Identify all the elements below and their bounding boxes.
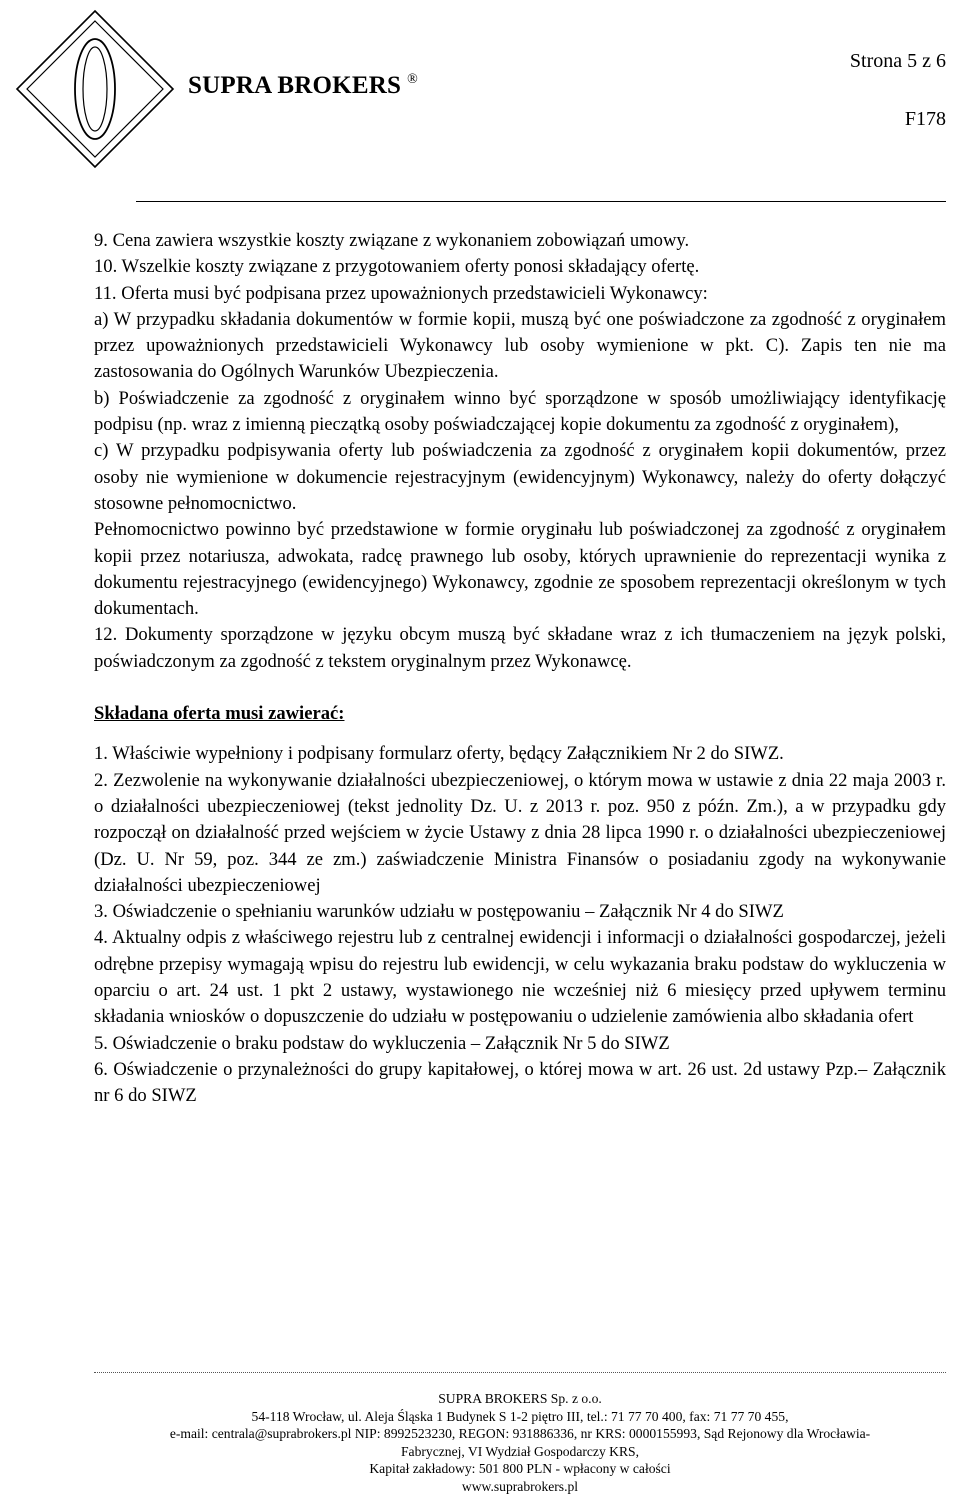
header-divider bbox=[136, 201, 946, 202]
paragraph-11a: a) W przypadku składania dokumentów w formie kopii, muszą być one poświadczone za zgodność z oryginałem przez upoważnionych przedstawicieli Wykonawcy lub osoby wymienione w pkt. C). Zapis ten nie ma zastosowania do Ogólnych Warunków Ubezpieczenia. bbox=[94, 308, 946, 383]
list-item: 4. Aktualny odpis z właściwego rejestru lub z centralnej ewidencji i informacji o działalności gospodarczej, jeżeli odrębne przepisy wymagają wpisu do rejestru lub ewidencji, w celu wykazania braku podstaw do wykluczenia w oparciu o art. 24 ust. 1 pkt 2 ustawy, wystawionego nie wcześniej niż 6 miesięcy przed upływem terminu składania wniosków o dopuszczenie do udziału w postępowaniu o udzielenie zamówienia albo składania ofert bbox=[94, 927, 946, 1028]
footer-registration: e-mail: centrala@suprabrokers.pl NIP: 8992523230, REGON: 931886336, nr KRS: 0000155993, Sąd Rejonowy dla Wrocławia- bbox=[169, 1426, 871, 1442]
list-item: 3. Oświadczenie o spełnianiu warunków udziału w postępowaniu – Załącznik Nr 4 do SIWZ bbox=[94, 901, 784, 923]
footer-website: www.suprabrokers.pl bbox=[461, 1478, 579, 1494]
paragraph-11: 11. Oferta musi być podpisana przez upoważnionych przedstawicieli Wykonawcy: bbox=[94, 282, 708, 304]
list-item: 6. Oświadczenie o przynależności do grupy kapitałowej, o której mowa w art. 26 ust. 2d ustawy Pzp.– Załącznik nr 6 do SIWZ bbox=[94, 1058, 946, 1107]
footer-address: 54-118 Wrocław, ul. Aleja Śląska 1 Budynek S 1-2 piętro III, tel.: 71 77 70 400, fax: 71 77 70 455, bbox=[251, 1408, 789, 1424]
footer-company: SUPRA BROKERS Sp. z o.o. bbox=[438, 1391, 602, 1406]
list-item: 2. Zezwolenie na wykonywanie działalności ubezpieczeniowej, o którym mowa w ustawie z dnia 22 maja 2003 r. o działalności ubezpieczeniowej (tekst jednolity Dz. U. z 2013 r. poz. 950 z późn. Zm.), a w przypadku gdy rozpoczął on działalność przed wejściem w życie Ustawy z dnia 28 lipca 1990 r. o działalności ubezpieczeniowej (Dz. U. Nr 59, poz. 344 ze zm.) zaświadczenie Ministra Finansów o posiadaniu zgody na wykonywanie działalności ubezpieczeniowej bbox=[94, 769, 946, 896]
brand-text: SUPRA BROKERS bbox=[188, 72, 402, 99]
footer bbox=[94, 1390, 946, 1496]
paragraph-10: 10. Wszelkie koszty związane z przygotowaniem oferty ponosi składający ofertę. bbox=[94, 256, 700, 278]
paragraph-12: 12. Dokumenty sporządzone w języku obcym muszą być składane wraz z ich tłumaczeniem na język polski, poświadczonym za zgodność z tekstem oryginalnym przez Wykonawcę. bbox=[94, 624, 946, 672]
supra-brokers-logo-icon bbox=[14, 8, 176, 170]
footer-court: Fabrycznej, VI Wydział Gospodarczy KRS, bbox=[400, 1443, 640, 1459]
footer-divider bbox=[94, 1372, 946, 1373]
paragraph-9: 9. Cena zawiera wszystkie koszty związane z wykonaniem zobowiązań umowy. bbox=[94, 230, 690, 251]
brand-name bbox=[188, 72, 418, 100]
paragraph-11c: c) W przypadku podpisywania oferty lub poświadczenia za zgodność z oryginałem kopii dokumentów, przez osoby nie wymienione w dokumencie rejestracyjnym (ewidencyjnym) Wykonawcy, należy do oferty dołączyć stosowne pełnomocnictwo. bbox=[94, 440, 946, 514]
list-item: 5. Oświadczenie o braku podstaw do wykluczenia – Załącznik Nr 5 do SIWZ bbox=[94, 1032, 670, 1054]
registered-mark: ® bbox=[407, 72, 418, 87]
list-item: 1. Właściwie wypełniony i podpisany formularz oferty, będący Załącznikiem Nr 2 do SIWZ. bbox=[94, 743, 784, 765]
paragraph-power-of-attorney: Pełnomocnictwo powinno być przedstawione w formie oryginału lub poświadczonej za zgodność z oryginałem kopii przez notariusza, adwokata, radcę prawnego lub osoby, których uprawnienie do reprezentacji wynika z dokumentu rejestracyjnego (ewidencyjnego) Wykonawcy, zgodnie ze sposobem reprezentacji określonym w tych dokumentach. bbox=[94, 519, 946, 620]
page-number: Strona 5 z 6 bbox=[849, 50, 946, 72]
footer-capital: Kapitał zakładowy: 501 800 PLN - wpłacony w całości bbox=[369, 1461, 671, 1477]
section-heading: Składana oferta musi zawierać: bbox=[94, 703, 345, 725]
document-code: F178 bbox=[904, 108, 946, 130]
document-body bbox=[94, 228, 946, 1110]
paragraph-11b: b) Poświadczenie za zgodność z oryginałem winno być sporządzone w sposób umożliwiający identyfikację podpisu (np. wraz z imienną pieczątką osoby poświadczającej kopie dokumentu za zgodność z oryginałem), bbox=[94, 387, 946, 436]
